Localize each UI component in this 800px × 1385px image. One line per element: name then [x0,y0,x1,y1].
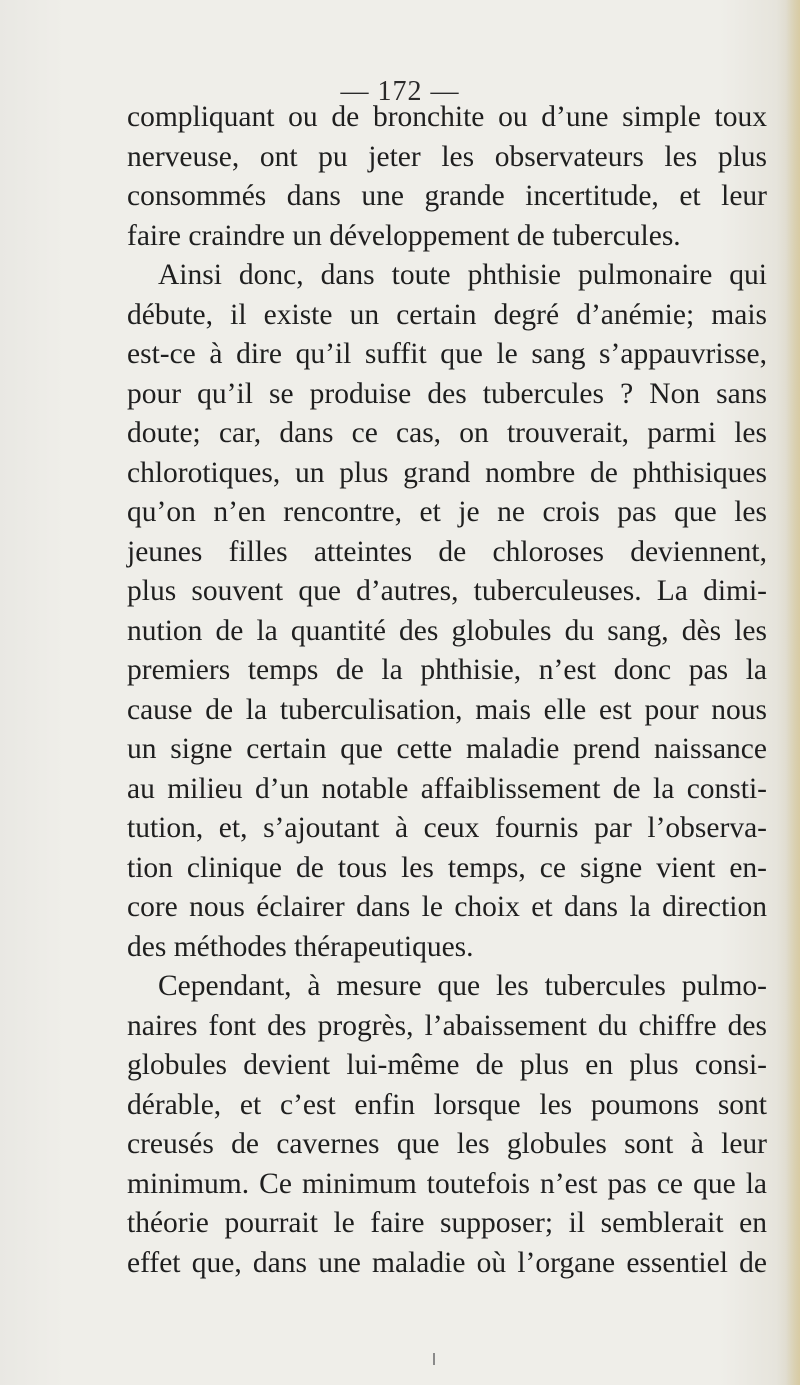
body-text [127,98,787,1283]
text-line: qu’on n’en rencontre, et je ne crois pas que les [127,496,767,528]
text-line: un signe certain que cette maladie prend naissance [127,733,767,765]
text-line: nerveuse, ont pu jeter les observateurs les plus [127,140,767,173]
page-number-header: — 172 — [340,76,460,107]
text-line: core nous éclairer dans le choix et dans la direction [127,891,767,923]
text-line: théorie pourrait le faire supposer; il semblerait en [127,1207,767,1239]
printer-mark [433,1353,435,1365]
text-line: naires font des progrès, l’abaissement du chiffre des [127,1009,767,1042]
text-line: débute, il existe un certain degré d’anémie; mais [127,298,767,331]
text-line: minimum. Ce minimum toutefois n’est pas ce que la [127,1167,767,1200]
page-edge-shadow [786,0,800,1385]
text-line: premiers temps de la phthisie, n’est donc pas la [127,654,767,686]
text-line: dérable, et c’est enfin lorsque les poumons sont [127,1088,767,1121]
text-line: doute; car, dans ce cas, on trouverait, parmi les [127,417,767,449]
text-line: au milieu d’un notable affaiblissement de la consti- [127,772,767,805]
text-line: tution, et, s’ajoutant à ceux fournis par l’observa- [127,812,767,844]
text-line: nution de la quantité des globules du sang, dès les [127,614,767,647]
text-line: consommés dans une grande incertitude, et leur [127,180,767,212]
text-line: globules devient lui-même de plus en plus consi- [127,1049,767,1081]
text-line: effet que, dans une maladie où l’organe essentiel de [127,1246,767,1279]
text-line: tion clinique de tous les temps, ce signe vient en- [127,851,767,884]
text-line: jeunes filles atteintes de chloroses deviennent, [127,535,767,568]
text-line: plus souvent que d’autres, tuberculeuses. La dimi- [127,575,767,607]
text-line: des méthodes thérapeutiques. [127,930,474,963]
text-line: compliquant ou de bronchite ou d’une simple toux [127,101,767,133]
text-line: faire craindre un développement de tubercules. [127,219,681,252]
text-line: pour qu’il se produise des tubercules ? Non sans [127,377,767,410]
text-line: Ainsi donc, dans toute phthisie pulmonaire qui [158,259,767,291]
text-line: Cependant, à mesure que les tubercules pulmo- [158,970,767,1002]
text-line: chlorotiques, un plus grand nombre de phthisiques [127,456,767,489]
text-line: est-ce à dire qu’il suffit que le sang s’appauvrisse, [127,338,767,370]
text-line: creusés de cavernes que les globules sont à leur [127,1128,767,1160]
text-line: cause de la tuberculisation, mais elle est pour nous [127,693,767,726]
